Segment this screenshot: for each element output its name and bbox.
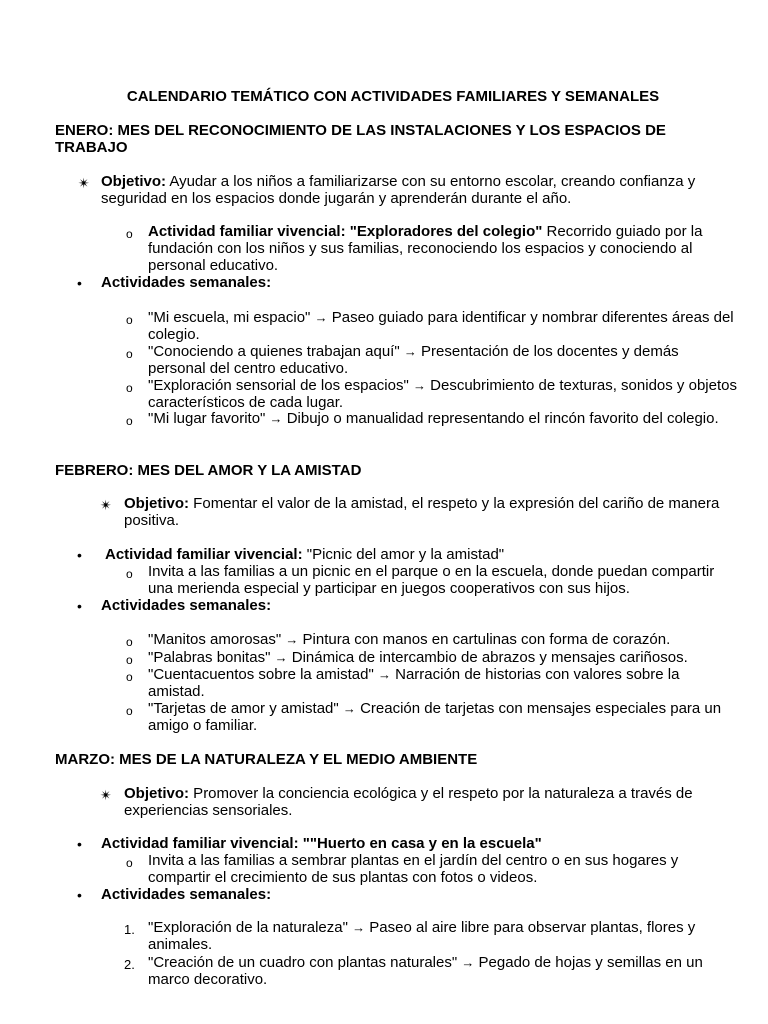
section-heading-febrero: FEBRERO: MES DEL AMOR Y LA AMISTAD: [55, 462, 362, 479]
arrow-icon: →: [461, 955, 475, 970]
febrero-familiar: [105, 546, 504, 563]
circle-bullet-icon: o: [126, 347, 133, 361]
circle-bullet-icon: o: [126, 567, 133, 581]
enero-objetivo: [101, 173, 726, 207]
section-heading-enero: ENERO: MES DEL RECONOCIMIENTO DE LAS INSTALACIONES Y LOS ESPACIOS DE TRABAJO: [55, 122, 666, 156]
star-bullet-icon: ✴: [100, 497, 112, 513]
star-bullet-icon: ✴: [100, 787, 112, 803]
objetivo-text: Promover la conciencia ecológica y el respeto por la naturaleza a través de experiencias sensoriales.: [124, 785, 693, 819]
bullet-icon: •: [77, 547, 82, 563]
febrero-objetivo: [124, 495, 724, 529]
list-number: 1.: [124, 922, 135, 937]
circle-bullet-icon: o: [126, 704, 133, 718]
list-item: "Mi lugar favorito" → Dibujo o manualidad representando el rincón favorito del colegio.: [148, 410, 719, 427]
arrow-icon: →: [403, 344, 417, 359]
list-item: "Conociendo a quienes trabajan aquí" → Presentación de los docentes y demás personal del centro educativo.: [148, 343, 679, 377]
list-item: "Exploración de la naturaleza" → Paseo al aire libre para observar plantas, flores y animales.: [148, 919, 696, 953]
arrow-icon: →: [342, 701, 356, 716]
star-bullet-icon: ✴: [78, 175, 90, 191]
familiar-name: "Picnic del amor y la amistad": [302, 546, 505, 563]
list-item: "Exploración sensorial de los espacios" → Descubrimiento de texturas, sonidos y objetos característicos de cada lugar.: [148, 377, 737, 411]
list-item: "Creación de un cuadro con plantas naturales" → Pegado de hojas y semillas en un marco decorativo.: [148, 954, 703, 988]
circle-bullet-icon: o: [126, 635, 133, 649]
familiar-label: Actividad familiar vivencial: "Exploradores del colegio": [148, 223, 543, 240]
arrow-icon: →: [269, 411, 283, 426]
objetivo-text: Fomentar el valor de la amistad, el respeto y la expresión del cariño de manera positiva.: [124, 495, 720, 529]
circle-bullet-icon: o: [126, 414, 133, 428]
familiar-label: Actividad familiar vivencial:: [105, 546, 303, 563]
marzo-objetivo: [124, 785, 724, 819]
bullet-icon: •: [77, 275, 82, 291]
list-number: 2.: [124, 957, 135, 972]
bullet-icon: •: [77, 887, 82, 903]
febrero-familiar-text: Invita a las familias a un picnic en el parque o en la escuela, donde puedan compartir una merienda especial y participar en juegos cooperativos con sus hijos.: [148, 563, 715, 597]
circle-bullet-icon: o: [126, 227, 133, 241]
arrow-icon: →: [285, 632, 299, 647]
list-item: "Tarjetas de amor y amistad" → Creación de tarjetas con mensajes especiales para un amigo o familiar.: [148, 700, 722, 734]
arrow-icon: →: [352, 920, 366, 935]
bullet-icon: •: [77, 598, 82, 614]
list-item: "Mi escuela, mi espacio" → Paseo guiado para identificar y nombrar diferentes áreas del colegio.: [148, 309, 734, 343]
list-item: "Palabras bonitas" → Dinámica de intercambio de abrazos y mensajes cariñosos.: [148, 649, 688, 666]
bullet-icon: •: [77, 836, 82, 852]
list-item: "Cuentacuentos sobre la amistad" → Narración de historias con valores sobre la amistad.: [148, 666, 680, 700]
objetivo-label: Objetivo:: [124, 495, 190, 512]
circle-bullet-icon: o: [126, 381, 133, 395]
enero-familiar: [148, 223, 733, 274]
familiar-label: Actividad familiar vivencial:: [101, 835, 299, 852]
febrero-semanales-label: Actividades semanales:: [101, 597, 272, 614]
circle-bullet-icon: o: [126, 670, 133, 684]
arrow-icon: →: [412, 378, 426, 393]
marzo-familiar: [101, 835, 542, 852]
enero-semanales-label: Actividades semanales:: [101, 274, 272, 291]
marzo-semanales-label: Actividades semanales:: [101, 886, 272, 903]
arrow-icon: →: [314, 310, 328, 325]
arrow-icon: →: [377, 667, 391, 682]
document-title: CALENDARIO TEMÁTICO CON ACTIVIDADES FAMILIARES Y SEMANALES: [126, 88, 660, 105]
objetivo-label: Objetivo:: [124, 785, 190, 802]
marzo-familiar-text: Invita a las familias a sembrar plantas en el jardín del centro o en sus hogares y compartir el crecimiento de sus plantas con fotos o videos.: [148, 852, 679, 886]
familiar-name: ""Huerto en casa y en la escuela": [298, 835, 542, 852]
circle-bullet-icon: o: [126, 653, 133, 667]
circle-bullet-icon: o: [126, 313, 133, 327]
circle-bullet-icon: o: [126, 856, 133, 870]
objetivo-label: Objetivo:: [101, 173, 167, 190]
section-heading-marzo: MARZO: MES DE LA NATURALEZA Y EL MEDIO AMBIENTE: [55, 751, 478, 768]
arrow-icon: →: [274, 650, 288, 665]
objetivo-text: Ayudar a los niños a familiarizarse con su entorno escolar, creando confianza y seguridad en los espacios donde jugarán y aprenderán durante el año.: [101, 173, 696, 207]
familiar-text: Recorrido guiado por la fundación con los niños y sus familias, reconociendo los espacios y conociendo al personal educativo.: [148, 223, 703, 274]
list-item: "Manitos amorosas" → Pintura con manos en cartulinas con forma de corazón.: [148, 631, 671, 648]
